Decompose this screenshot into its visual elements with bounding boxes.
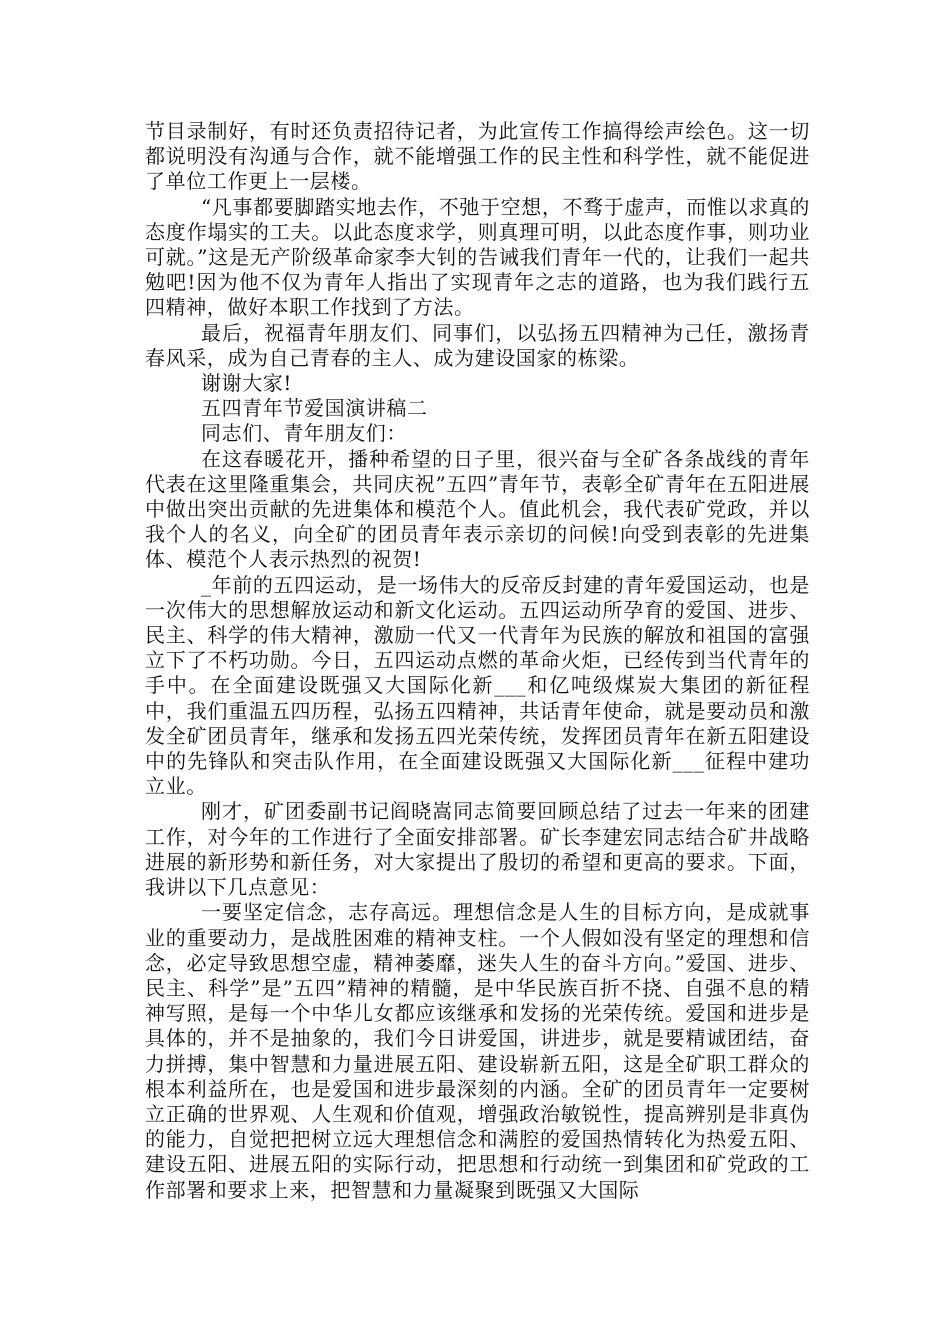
paragraph-9: 刚才，矿团委副书记阎晓嵩同志简要回顾总结了过去一年来的团建工作，对今年的工作进行了全面安排部署。矿长李建宏同志结合矿井战略进展的新形势和新任务，对大家提出了殷切的希望和更高的要求。下面，我讲以下几点意见： bbox=[145, 799, 810, 900]
paragraph-3: 最后，祝福青年朋友们、同事们，以弘扬五四精神为己任，激扬青春风采，成为自己青春的主人、成为建设国家的栋梁。 bbox=[145, 320, 810, 370]
document-body bbox=[145, 119, 810, 1203]
salutation: 同志们、青年朋友们： bbox=[201, 421, 407, 446]
paragraph-10: 一要坚定信念，志存高远。理想信念是人生的目标方向，是成就事业的重要动力，是战胜困难的精神支柱。一个人假如没有坚定的理想和信念，必定导致思想空虚，精神萎靡，迷失人生的奋斗方向。”爱国、进步、民主、科学”是”五四”精神的精髓，是中华民族百折不挠、自强不息的精神写照，是每一个中华儿女都应该继承和发扬的光荣传统。爱国和进步是具体的，并不是抽象的，我们今日讲爱国，讲进步，就是要精诚团结，奋力拼搏，集中智慧和力量进展五阳、建设崭新五阳，这是全矿职工群众的根本利益所在，也是爱国和进步最深刻的内涵。全矿的团员青年一定要树立正确的世界观、人生观和价值观，增强政治敏锐性，提高辨别是非真伪的能力，自觉把把树立远大理想信念和满腔的爱国热情转化为热爱五阳、建设五阳、进展五阳的实际行动，把思想和行动统一到集团和矿党政的工作部署和要求上来，把智慧和力量凝聚到既强又大国际 bbox=[145, 900, 810, 1202]
paragraph-1: 节目录制好，有时还负责招待记者，为此宣传工作搞得绘声绘色。这一切都说明没有沟通与合作，就不能增强工作的民主性和科学性，就不能促进了单位工作更上一层楼。 bbox=[145, 119, 810, 194]
paragraph-4: 谢谢大家! bbox=[201, 371, 293, 396]
speech-title: 五四青年节爱国演讲稿二 bbox=[201, 396, 428, 421]
paragraph-7: 在这春暖花开，播种希望的日子里，很兴奋与全矿各条战线的青年代表在这里隆重集会，共同庆祝”五四”青年节，表彰全矿青年在五阳进展中做出突出贡献的先进集体和模范个人。值此机会，我代表矿党政，并以我个人的名义，向全矿的团员青年表示亲切的问候!向受到表彰的先进集体、模范个人表示热烈的祝贺! bbox=[145, 446, 810, 572]
paragraph-8: _年前的五四运动，是一场伟大的反帝反封建的青年爱国运动，也是一次伟大的思想解放运动和新文化运动。五四运动所孕育的爱国、进步、民主、科学的伟大精神，激励一代又一代青年为民族的解放和祖国的富强立下了不朽功勋。今日，五四运动点燃的革命火炬，已经传到当代青年的手中。在全面建设既强又大国际化新___和亿吨级煤炭大集团的新征程中，我们重温五四历程，弘扬五四精神，共话青年使命，就是要动员和激发全矿团员青年，继承和发扬五四光荣传统，发挥团员青年在新五阳建设中的先锋队和突击队作用，在全面建设既强又大国际化新___征程中建功立业。 bbox=[145, 572, 810, 799]
paragraph-2: “凡事都要脚踏实地去作，不弛于空想，不骛于虚声，而惟以求真的态度作塌实的工夫。以此态度求学，则真理可明，以此态度作事，则功业可就。”这是无产阶级革命家李大钊的告诫我们青年一代的，让我们一起共勉吧!因为他不仅为青年人指出了实现青年之志的道路，也为我们践行五四精神，做好本职工作找到了方法。 bbox=[145, 194, 810, 320]
